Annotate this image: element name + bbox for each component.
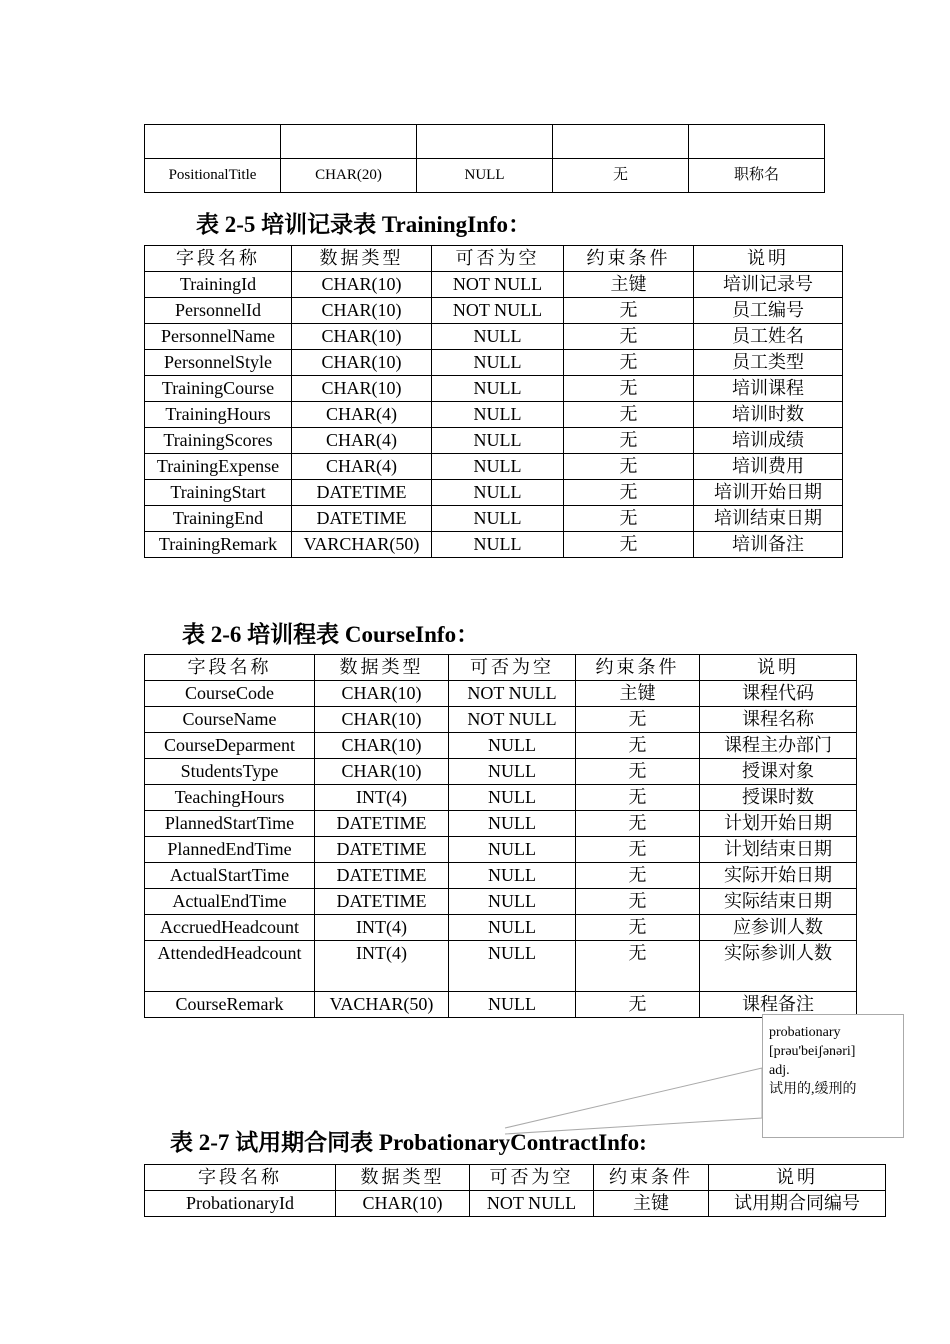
- table-cell: CHAR(20): [281, 159, 417, 193]
- table-cell: TeachingHours: [145, 785, 315, 811]
- table-cell: NULL: [417, 159, 553, 193]
- table-cell: 培训时数: [694, 402, 843, 428]
- header-cell: 约束条件: [594, 1165, 709, 1191]
- table-cell: TrainingId: [145, 272, 292, 298]
- table-cell: TrainingEnd: [145, 506, 292, 532]
- comment-phonetic: [prəu'beiʃənəri]: [769, 1044, 856, 1059]
- table-cell: ActualStartTime: [145, 863, 315, 889]
- table-cell: NULL: [432, 532, 564, 558]
- table-cell: NULL: [449, 785, 576, 811]
- table-cell: 课程名称: [700, 707, 857, 733]
- table-cell: NULL: [432, 324, 564, 350]
- table-cell: 课程主办部门: [700, 733, 857, 759]
- table-cell: 无: [576, 915, 700, 941]
- table-cell: 员工编号: [694, 298, 843, 324]
- table-cell: 员工类型: [694, 350, 843, 376]
- table-cell: 培训费用: [694, 454, 843, 480]
- table-cell: NOT NULL: [449, 707, 576, 733]
- table-cell: TrainingScores: [145, 428, 292, 454]
- table-cell: AttendedHeadcount: [145, 941, 315, 992]
- table-cell: 无: [576, 992, 700, 1018]
- header-cell: 可否为空: [449, 655, 576, 681]
- table-cell: 无: [576, 707, 700, 733]
- table-cell: 无: [576, 811, 700, 837]
- table-cell: NULL: [432, 428, 564, 454]
- table-cell: CHAR(10): [315, 681, 449, 707]
- table-cell: 实际参训人数: [700, 941, 857, 992]
- table-cell: CHAR(4): [292, 428, 432, 454]
- table-cell: CHAR(4): [292, 454, 432, 480]
- table-2-5-caption: 表 2-5 培训记录表 TrainingInfo：: [196, 212, 532, 237]
- table-cell: NULL: [432, 402, 564, 428]
- table-2-6-caption: 表 2-6 培训程表 CourseInfo：: [182, 622, 480, 647]
- header-cell: 字段名称: [145, 655, 315, 681]
- table-cell: CourseName: [145, 707, 315, 733]
- table-cell: PersonnelStyle: [145, 350, 292, 376]
- table-cell: INT(4): [315, 785, 449, 811]
- table-cell: 无: [564, 298, 694, 324]
- table-cell: NOT NULL: [432, 272, 564, 298]
- header-cell: 可否为空: [470, 1165, 594, 1191]
- table-cell: PersonnelName: [145, 324, 292, 350]
- table-cell: 课程代码: [700, 681, 857, 707]
- table-cell: CHAR(10): [315, 733, 449, 759]
- table-cell: CourseDeparment: [145, 733, 315, 759]
- table-cell: DATETIME: [292, 506, 432, 532]
- table-cell: 主键: [576, 681, 700, 707]
- table-cell: ActualEndTime: [145, 889, 315, 915]
- header-cell: 字段名称: [145, 246, 292, 272]
- table-cell: CourseCode: [145, 681, 315, 707]
- header-cell: 约束条件: [576, 655, 700, 681]
- table-cell: NULL: [449, 863, 576, 889]
- table-cell: CHAR(10): [336, 1191, 470, 1217]
- table-cell: 实际结束日期: [700, 889, 857, 915]
- header-cell: 说明: [700, 655, 857, 681]
- table-cell: NULL: [449, 759, 576, 785]
- table-cell: 计划开始日期: [700, 811, 857, 837]
- header-cell: 约束条件: [564, 246, 694, 272]
- table-cell: TrainingRemark: [145, 532, 292, 558]
- table-cell: NULL: [432, 376, 564, 402]
- table-cell: DATETIME: [315, 889, 449, 915]
- table-row: [145, 1191, 886, 1217]
- table-cell: 无: [564, 350, 694, 376]
- table-cell: NULL: [449, 992, 576, 1018]
- comment-meaning: 试用的,缓刑的: [769, 1082, 857, 1097]
- table-cell: CHAR(10): [292, 350, 432, 376]
- table-cell: DATETIME: [292, 480, 432, 506]
- table-2-7-caption: 表 2-7 试用期合同表 ProbationaryContractInfo:: [170, 1130, 647, 1155]
- comment-balloon[interactable]: [762, 1014, 904, 1138]
- table-cell: TrainingExpense: [145, 454, 292, 480]
- table-cell: 计划结束日期: [700, 837, 857, 863]
- table-cell: NULL: [449, 811, 576, 837]
- table-cell: 无: [576, 733, 700, 759]
- table-cell: 试用期合同编号: [709, 1191, 886, 1217]
- table-cell: 无: [564, 480, 694, 506]
- header-cell: 数据类型: [336, 1165, 470, 1191]
- table-2-7-probationary-contract: [144, 1164, 886, 1217]
- table-cell: CHAR(10): [292, 272, 432, 298]
- table-cell: 培训备注: [694, 532, 843, 558]
- table-cell: INT(4): [315, 915, 449, 941]
- table-cell: 无: [564, 402, 694, 428]
- table-cell: NOT NULL: [470, 1191, 594, 1217]
- table-cell: 授课对象: [700, 759, 857, 785]
- table-cell: 主键: [594, 1191, 709, 1217]
- table-cell: INT(4): [315, 941, 449, 992]
- table-cell: NULL: [432, 350, 564, 376]
- table-cell: VARCHAR(50): [292, 532, 432, 558]
- table-cell: 培训成绩: [694, 428, 843, 454]
- table-cell: PositionalTitle: [145, 159, 281, 193]
- table-cell: 职称名: [689, 159, 825, 193]
- header-cell: 说明: [694, 246, 843, 272]
- table-cell: AccruedHeadcount: [145, 915, 315, 941]
- table-cell: NULL: [449, 889, 576, 915]
- table-cell: 无: [576, 785, 700, 811]
- table-cell: PersonnelId: [145, 298, 292, 324]
- table-cell: PlannedStartTime: [145, 811, 315, 837]
- table-cell: 无: [576, 759, 700, 785]
- table-cell: 无: [564, 428, 694, 454]
- table-cell: 主键: [564, 272, 694, 298]
- table-cell: TrainingHours: [145, 402, 292, 428]
- table-cell: CHAR(10): [315, 707, 449, 733]
- table-cell: 无: [576, 889, 700, 915]
- table-cell: NULL: [432, 506, 564, 532]
- header-cell: 可否为空: [432, 246, 564, 272]
- table-cell: 员工姓名: [694, 324, 843, 350]
- table-cell: 无: [564, 454, 694, 480]
- table-cell: CHAR(10): [292, 324, 432, 350]
- table-cell: CHAR(10): [292, 298, 432, 324]
- table-cell: NULL: [432, 480, 564, 506]
- table-cell: 授课时数: [700, 785, 857, 811]
- table-cell: 无: [576, 941, 700, 992]
- table-cell: TrainingCourse: [145, 376, 292, 402]
- table-cell: CHAR(10): [292, 376, 432, 402]
- table-cell: 无: [553, 159, 689, 193]
- table-cell: NULL: [432, 454, 564, 480]
- table-cell: 课程备注: [700, 992, 857, 1018]
- table-cell: NULL: [449, 915, 576, 941]
- table-cell: DATETIME: [315, 863, 449, 889]
- table-cell: DATETIME: [315, 811, 449, 837]
- table-cell: VACHAR(50): [315, 992, 449, 1018]
- table-cell: 无: [564, 324, 694, 350]
- table-cell: 培训结束日期: [694, 506, 843, 532]
- table-cell: PlannedEndTime: [145, 837, 315, 863]
- header-cell: 字段名称: [145, 1165, 336, 1191]
- table-cell: NULL: [449, 941, 576, 992]
- table-cell: ProbationaryId: [145, 1191, 336, 1217]
- table-cell: NULL: [449, 733, 576, 759]
- comment-word: probationary: [769, 1025, 841, 1040]
- table-cell: StudentsType: [145, 759, 315, 785]
- table-cell: NOT NULL: [449, 681, 576, 707]
- table-cell: TrainingStart: [145, 480, 292, 506]
- table-cell: CHAR(10): [315, 759, 449, 785]
- table-cell: CHAR(4): [292, 402, 432, 428]
- table-cell: 应参训人数: [700, 915, 857, 941]
- comment-pos: adj.: [769, 1063, 790, 1078]
- table-cell: 无: [576, 863, 700, 889]
- table-cell: CourseRemark: [145, 992, 315, 1018]
- table-cell: 无: [564, 532, 694, 558]
- table-cell: NULL: [449, 837, 576, 863]
- table-cell: 实际开始日期: [700, 863, 857, 889]
- table-cell: 培训开始日期: [694, 480, 843, 506]
- header-cell: 数据类型: [315, 655, 449, 681]
- table-cell: 培训记录号: [694, 272, 843, 298]
- header-cell: 说明: [709, 1165, 886, 1191]
- table-cell: 无: [576, 837, 700, 863]
- table-cell: NOT NULL: [432, 298, 564, 324]
- table-header-row: [145, 1165, 886, 1191]
- table-cell: DATETIME: [315, 837, 449, 863]
- table-cell: 无: [564, 376, 694, 402]
- table-cell: 培训课程: [694, 376, 843, 402]
- header-cell: 数据类型: [292, 246, 432, 272]
- table-cell: 无: [564, 506, 694, 532]
